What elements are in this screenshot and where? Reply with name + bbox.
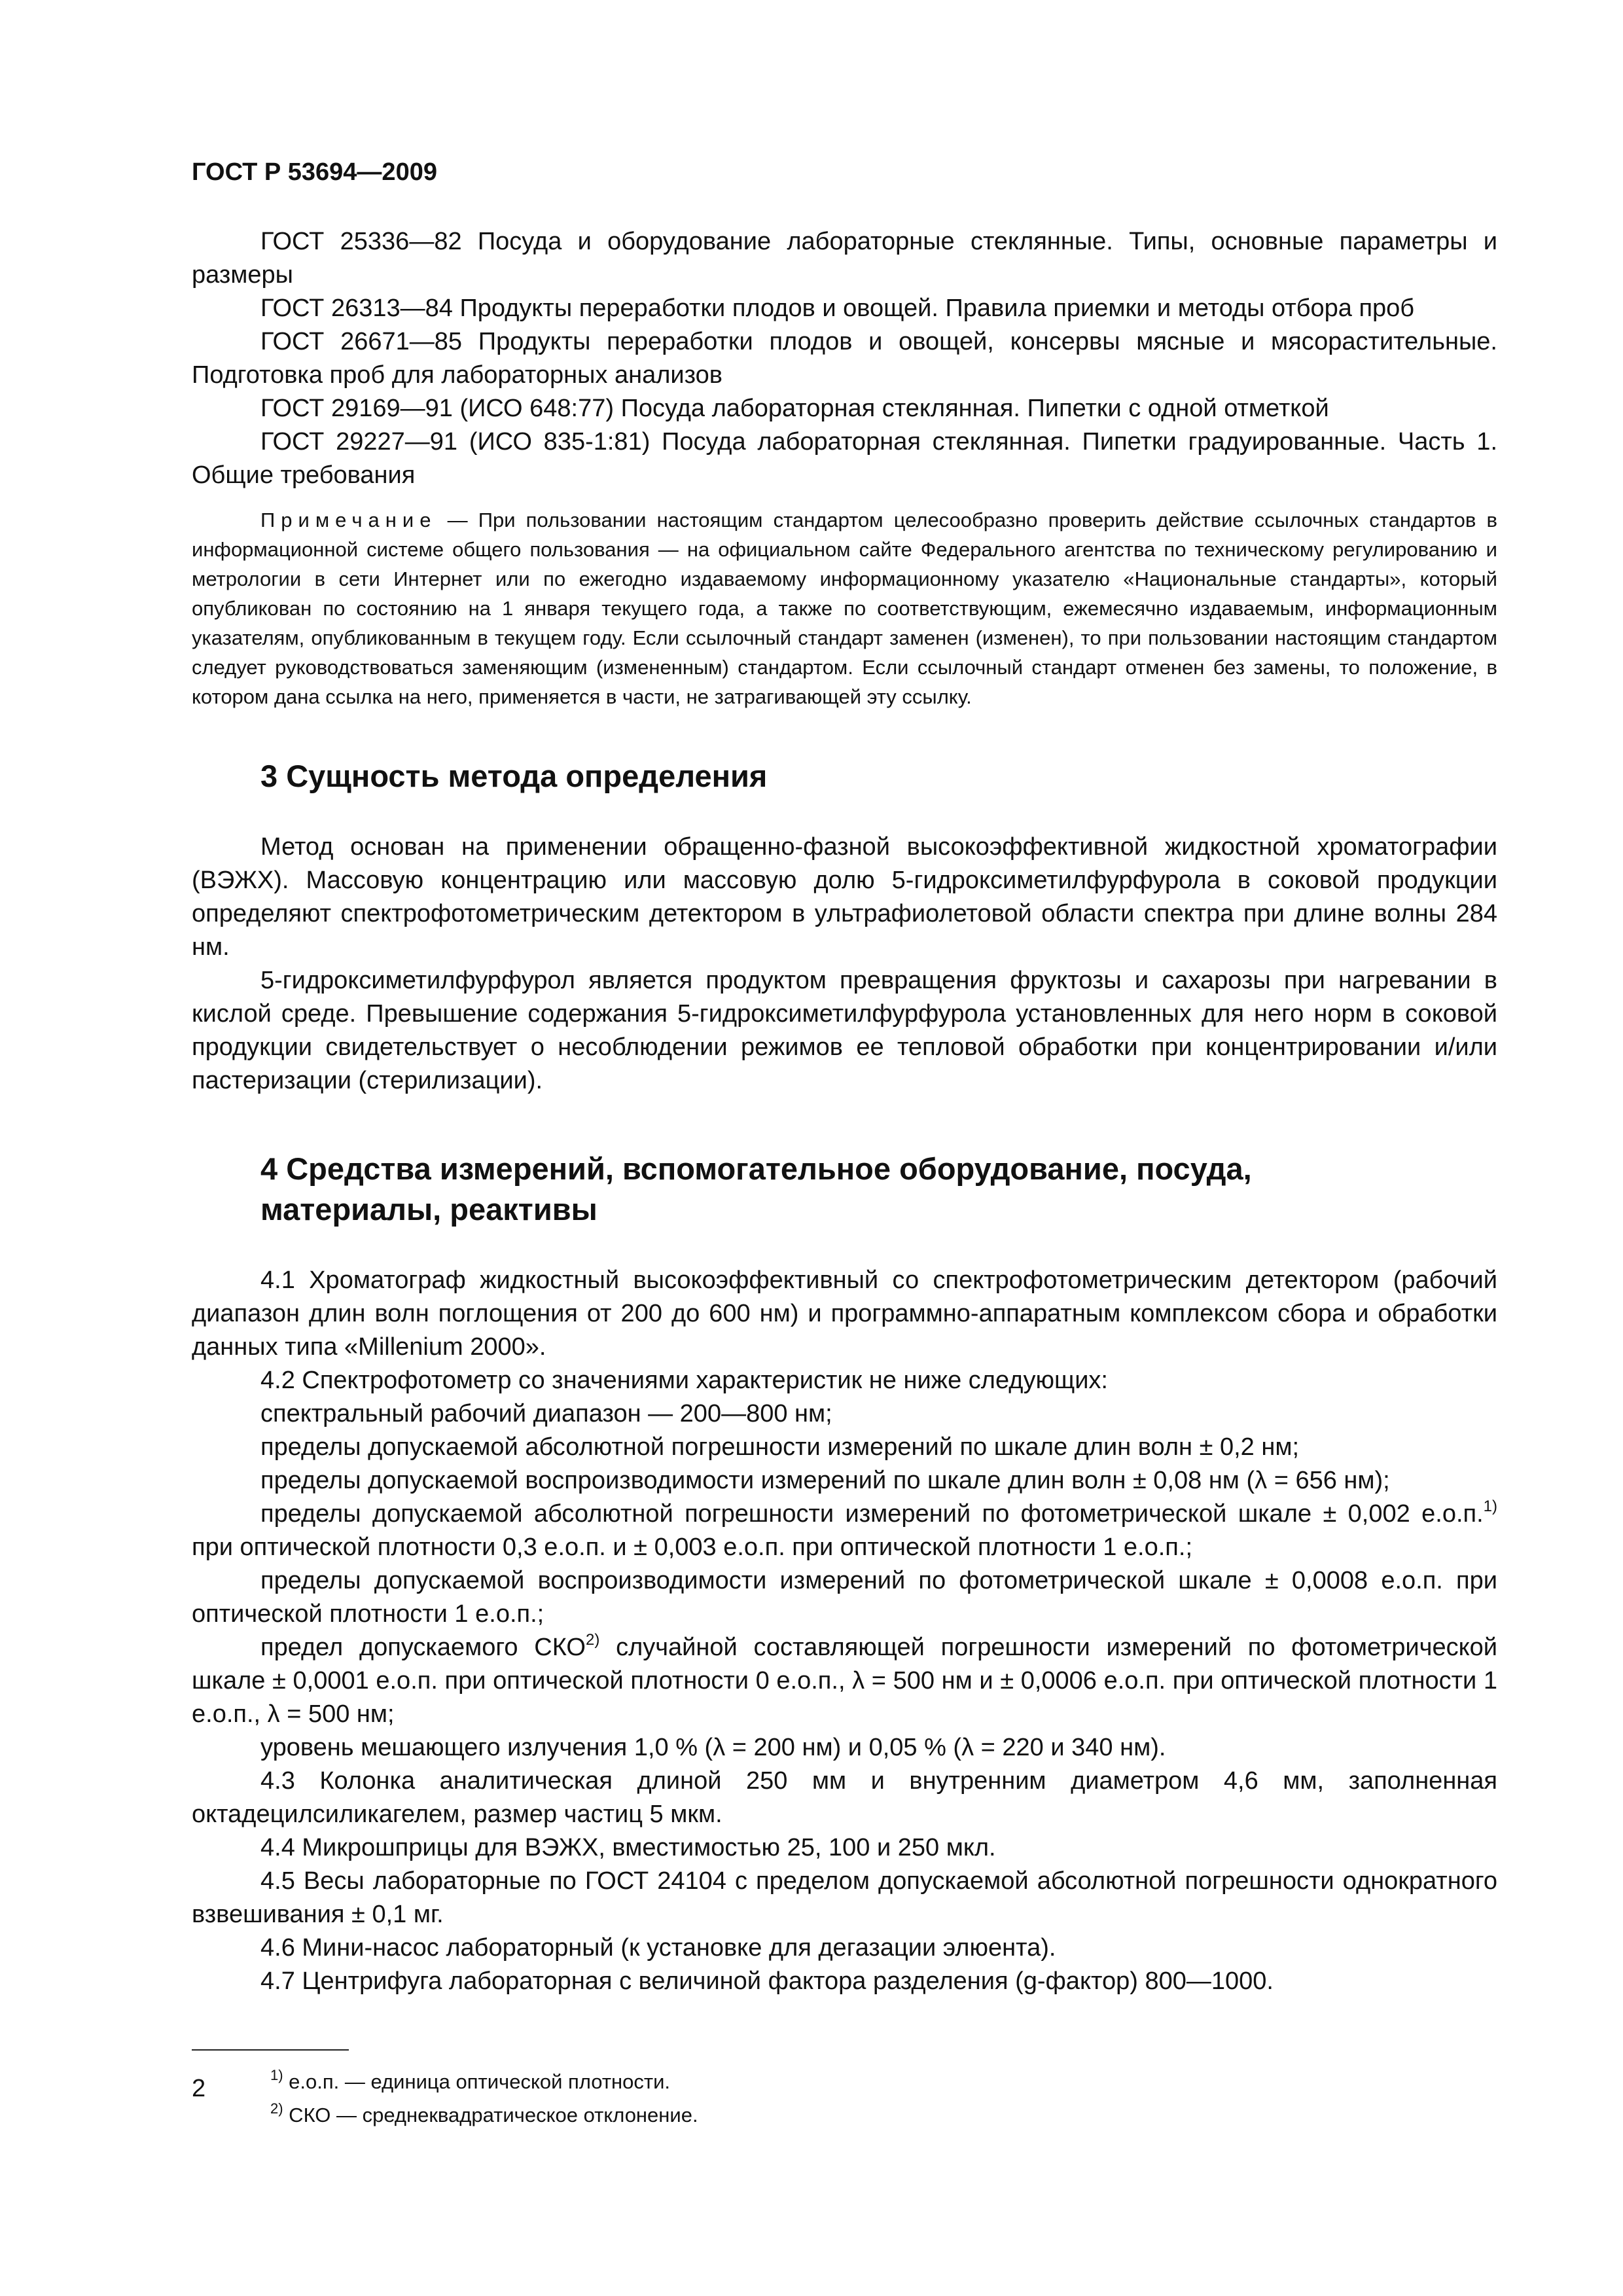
section-3-paragraph: 5-гидроксиметилфурфурол является продуктом превращения фруктозы и сахарозы при нагревании в кислой среде. Превышение содержания 5-гидроксиметилфурфурола установленных для него норм в соковой продукции свидетельствует о несоблюдении режимов ее тепловой обработки при концентрировании и/или пастеризации (стерилизации). (192, 967, 1497, 1094)
spec-item: пределы допускаемой воспроизводимости измерений по шкале длин волн ± 0,08 нм (λ = 656 нм); (260, 1467, 1390, 1494)
spec-item: пределы допускаемой воспроизводимости измерений по фотометрической шкале ± 0,0008 е.о.п. при оптической плотности 1 е.о.п.; (192, 1567, 1497, 1628)
page-number: 2 (192, 2075, 206, 2102)
clause-4-7: 4.7 Центрифуга лабораторная с величиной фактора разделения (g-фактор) 800—1000. (260, 1967, 1274, 1995)
spec-item: уровень мешающего излучения 1,0 % (λ = 200 нм) и 0,05 % (λ = 220 и 340 нм). (260, 1734, 1166, 1761)
clause-4-3: 4.3 Колонка аналитическая длиной 250 мм и внутренним диаметром 4,6 мм, заполненная октадецилсиликагелем, размер частиц 5 мкм. (192, 1767, 1497, 1828)
reference-item: ГОСТ 29169—91 (ИСО 648:77) Посуда лабораторная стеклянная. Пипетки с одной отметкой (260, 395, 1329, 422)
clause-4-2: 4.2 Спектрофотометр со значениями характеристик не ниже следующих: (260, 1367, 1108, 1394)
section-3-paragraph: Метод основан на применении обращенно-фазной высокоэффективной жидкостной хроматографии (ВЭЖХ). Массовую концентрацию или массовую долю 5-гидроксиметилфурфурола в соковой продукции определяют спектрофотометрическим детектором в ультрафиолетовой области спектра при длине волны 284 нм. (192, 833, 1497, 961)
spec-item: спектральный рабочий диапазон — 200—800 нм; (260, 1400, 832, 1427)
note-label: Примечание (260, 509, 437, 531)
spec-item: пределы допускаемой абсолютной погрешности измерений по шкале длин волн ± 0,2 нм; (260, 1433, 1300, 1461)
reference-item: ГОСТ 26313—84 Продукты переработки плодов и овощей. Правила приемки и методы отбора проб (260, 295, 1415, 322)
clause-4-1: 4.1 Хроматограф жидкостный высокоэффективный со спектрофотометрическим детектором (рабочий диапазон длин волн поглощения от 200 до 600 нм) и программно-аппаратным комплексом сбора и обработки данных типа «Millenium 2000». (192, 1266, 1497, 1361)
reference-item: ГОСТ 26671—85 Продукты переработки плодов и овощей, консервы мясные и мясорастительные. Подготовка проб для лабораторных анализов (192, 328, 1497, 389)
reference-item: ГОСТ 29227—91 (ИСО 835-1:81) Посуда лабораторная стеклянная. Пипетки градуированные. Часть 1. Общие требования (192, 428, 1497, 489)
document-header: ГОСТ Р 53694—2009 (192, 158, 437, 186)
note (192, 505, 1497, 711)
clause-4-4: 4.4 Микрошприцы для ВЭЖХ, вместимостью 25, 100 и 250 мкл. (260, 1834, 996, 1861)
footnote-ref: 1) (1483, 1498, 1497, 1515)
note-text: — При пользовании настоящим стандартом целесообразно проверить действие ссылочных стандартов в информационной системе общего пользования — на официальном сайте Федерального агентства по техническому регулированию и метрологии в сети Интернет или по ежегодно издаваемому информационному указателю «Национальные стандарты», который опубликован по состоянию на 1 января текущего года, а также по соответствующим, ежемесячно издаваемым, информационным указателям, опубликованным в текущем году. Если ссылочный стандарт заменен (изменен), то при пользовании настоящим стандартом следует руководствоваться заменяющим (измененным) стандартом. Если ссылочный стандарт отменен без замены, то положение, в котором дана ссылка на него, применяется в части, не затрагивающей эту ссылку. (192, 509, 1497, 708)
clause-4-5: 4.5 Весы лабораторные по ГОСТ 24104 с пределом допускаемой абсолютной погрешности однократного взвешивания ± 0,1 мг. (192, 1867, 1497, 1928)
spec-item: пределы допускаемой абсолютной погрешности измерений по фотометрической шкале ± 0,002 е.о.п.$^{1)}$ при оптической плотности 0,3 е.о.п. и ± 0,003 е.о.п. при оптической плотности 1 е.о.п.; (192, 1498, 1497, 1561)
page-body (192, 157, 1497, 2132)
section-4-title: 4 Средства измерений, вспомогательное оборудование, посуда, материалы, реактивы (260, 1151, 1252, 1227)
normative-references (192, 225, 1497, 492)
reference-item: ГОСТ 25336—82 Посуда и оборудование лабораторные стеклянные. Типы, основные параметры и размеры (192, 228, 1497, 289)
section-3-title: 3 Сущность метода определения (260, 759, 768, 793)
footnote-separator (192, 2049, 349, 2051)
clause-4-6: 4.6 Мини-насос лабораторный (к установке для дегазации элюента). (260, 1934, 1056, 1962)
footnote-ref: 2) (586, 1631, 600, 1649)
spec-item: предел допускаемого СКО$^{2)}$ случайной составляющей погрешности измерений по фотометрической шкале ± 0,0001 е.о.п. при оптической плотности 0 е.о.п., λ = 500 нм и ± 0,0006 е.о.п. при оптической плотности 1 е.о.п., λ = 500 нм; (192, 1631, 1498, 1728)
footnote: $^{1)}$ е.о.п. — единица оптической плотности. (270, 2067, 670, 2093)
footnote: $^{2)}$ СКО — среднеквадратическое отклонение. (270, 2100, 698, 2126)
